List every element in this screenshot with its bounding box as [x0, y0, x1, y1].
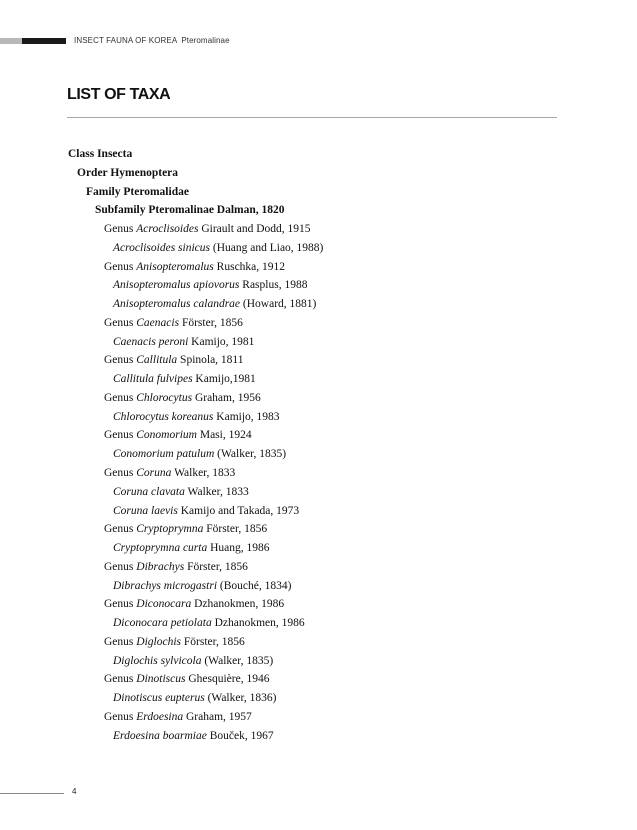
taxon-rank: Genus	[104, 354, 137, 367]
taxon-author: Rasplus, 1988	[239, 279, 308, 292]
taxon-author: Förster, 1856	[181, 635, 245, 648]
taxon-row	[0, 689, 637, 708]
taxon-name: Coruna clavata	[113, 485, 185, 498]
page-title: LIST OF TAXA	[67, 86, 171, 103]
taxon-author: Girault and Dodd, 1915	[198, 223, 311, 236]
taxon-rank: Genus	[104, 260, 137, 273]
taxon-name: Family Pteromalidae	[86, 185, 189, 198]
taxon-author: (Howard, 1881)	[240, 298, 317, 311]
footer-rule	[0, 793, 64, 794]
taxon-author: Kamijo, 1983	[213, 410, 280, 423]
taxon-name: Cryptoprymna curta	[113, 542, 208, 555]
running-header-section: Pteromalinae	[181, 36, 230, 45]
taxon-author: Graham, 1957	[183, 710, 252, 723]
taxon-author: Huang, 1986	[207, 542, 270, 555]
taxon-row	[0, 351, 637, 370]
taxon-author: Ruschka, 1912	[213, 260, 286, 273]
taxon-author: Förster, 1856	[184, 560, 248, 573]
taxon-author: Walker, 1833	[171, 467, 236, 480]
running-header-book-title: INSECT FAUNA OF KOREA	[74, 36, 178, 45]
taxon-row	[0, 483, 637, 502]
taxon-name: Erdoesina boarmiae	[113, 729, 207, 742]
taxon-row	[0, 370, 637, 389]
taxon-author: Förster, 1856	[203, 523, 268, 536]
taxon-name: Conomorium patulum	[113, 448, 215, 461]
taxon-name: Chlorocytus koreanus	[113, 410, 214, 423]
taxon-author: (Walker, 1835)	[201, 654, 274, 667]
taxon-row	[0, 558, 637, 577]
taxon-name: Chlorocytus	[136, 391, 193, 404]
taxon-row	[0, 295, 637, 314]
taxon-name: Dinotiscus	[136, 673, 186, 686]
taxon-rank: Genus	[104, 467, 137, 480]
taxon-rank: Genus	[104, 598, 137, 611]
taxon-row	[0, 314, 637, 333]
taxon-rank: Genus	[104, 523, 137, 536]
taxon-author: (Walker, 1835)	[214, 448, 287, 461]
taxon-name: Anisopteromalus	[136, 260, 214, 273]
taxon-name: Diconocara	[136, 598, 192, 611]
taxon-author: Ghesquière, 1946	[185, 673, 270, 686]
header-bar-black	[22, 38, 66, 44]
taxon-name: Order Hymenoptera	[77, 166, 179, 179]
taxon-author: (Walker, 1836)	[204, 692, 277, 705]
taxon-row	[0, 502, 637, 521]
taxon-rank: Genus	[104, 635, 137, 648]
taxon-author: Dzhanokmen, 1986	[211, 617, 305, 630]
taxon-row	[0, 164, 637, 183]
taxon-row	[0, 595, 637, 614]
taxon-author: Spinola, 1811	[177, 354, 244, 367]
taxon-author: (Huang and Liao, 1988)	[210, 241, 324, 254]
taxon-row	[0, 276, 637, 295]
taxon-row	[0, 614, 637, 633]
taxon-name: Anisopteromalus calandrae	[113, 298, 241, 311]
taxon-row	[0, 633, 637, 652]
taxon-row	[0, 520, 637, 539]
taxon-row	[0, 445, 637, 464]
taxon-name: Diconocara petiolata	[113, 617, 212, 630]
taxon-rank: Genus	[104, 391, 137, 404]
taxon-name: Erdoesina	[136, 710, 184, 723]
taxon-name: Dinotiscus eupterus	[113, 692, 205, 705]
taxon-row	[0, 389, 637, 408]
taxon-row	[0, 333, 637, 352]
taxon-row	[0, 201, 637, 220]
taxon-row	[0, 652, 637, 671]
taxon-name: Diglochis sylvicola	[113, 654, 202, 667]
taxon-author: Kamijo, 1981	[188, 335, 255, 348]
taxon-name: Cryptoprymna	[136, 523, 204, 536]
taxa-list	[0, 145, 637, 746]
taxon-name: Diglochis	[136, 635, 181, 648]
taxon-rank: Genus	[104, 673, 137, 686]
page-number: 4	[72, 787, 77, 796]
taxon-name: Coruna laevis	[113, 504, 178, 517]
taxon-row	[0, 727, 637, 746]
taxon-row	[0, 708, 637, 727]
taxon-name: Callitula	[136, 354, 178, 367]
taxon-name: Anisopteromalus apiovorus	[113, 279, 240, 292]
taxon-row	[0, 408, 637, 427]
taxon-row	[0, 426, 637, 445]
taxon-author: Kamijo and Takada, 1973	[177, 504, 300, 517]
taxon-name: Coruna	[136, 467, 172, 480]
taxon-rank: Genus	[104, 560, 137, 573]
taxon-name: Subfamily Pteromalinae Dalman, 1820	[95, 204, 285, 217]
taxon-author: Förster, 1856	[179, 316, 243, 329]
taxon-row	[0, 220, 637, 239]
title-divider	[67, 117, 557, 118]
taxon-name: Dibrachys	[136, 560, 185, 573]
taxon-author: Masi, 1924	[196, 429, 252, 442]
taxon-row	[0, 464, 637, 483]
taxon-rank: Genus	[104, 316, 137, 329]
taxon-row	[0, 577, 637, 596]
taxon-row	[0, 258, 637, 277]
taxon-author: Bouček, 1967	[206, 729, 274, 742]
taxon-row	[0, 145, 637, 164]
taxon-author: Dzhanokmen, 1986	[191, 598, 285, 611]
taxon-name: Conomorium	[136, 429, 197, 442]
taxon-name: Caenacis peroni	[113, 335, 189, 348]
taxon-author: (Bouché, 1834)	[217, 579, 292, 592]
running-header	[74, 36, 230, 45]
taxon-rank: Genus	[104, 710, 137, 723]
taxon-name: Callitula fulvipes	[113, 373, 193, 386]
taxon-name: Dibrachys microgastri	[113, 579, 218, 592]
taxon-author: Graham, 1956	[192, 391, 261, 404]
header-bar-gray	[0, 38, 22, 44]
taxon-row	[0, 239, 637, 258]
taxon-name: Acroclisoides	[136, 223, 199, 236]
taxon-name: Caenacis	[136, 316, 180, 329]
taxon-name: Acroclisoides sinicus	[113, 241, 210, 254]
taxon-row	[0, 670, 637, 689]
taxon-author: Kamijo,1981	[192, 373, 256, 386]
taxon-name: Class Insecta	[68, 148, 133, 160]
taxon-row	[0, 183, 637, 202]
taxon-rank: Genus	[104, 429, 137, 442]
taxon-row	[0, 539, 637, 558]
taxon-rank: Genus	[104, 223, 137, 236]
taxon-author: Walker, 1833	[184, 485, 249, 498]
